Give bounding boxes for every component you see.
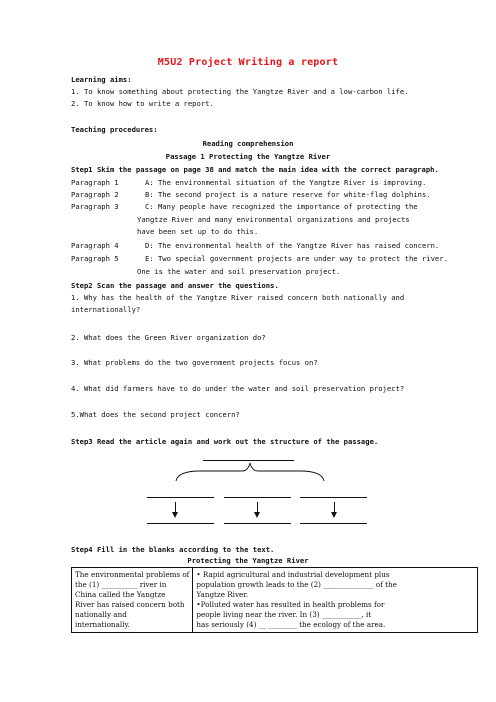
- paragraph-3-label: Paragraph 3: [71, 202, 119, 211]
- right-cell-line: population growth leads to the (2) ______________ of the: [196, 580, 397, 589]
- question-1-line2: internationally?: [71, 305, 141, 314]
- paragraph-5-label: Paragraph 5: [71, 254, 119, 263]
- structure-brace: [170, 461, 330, 483]
- passage-heading: Passage 1 Protecting the Yangtze River: [165, 152, 331, 161]
- paragraph-1-label: Paragraph 1: [71, 178, 119, 187]
- arrow-down-icon: [331, 512, 337, 518]
- table-row: [72, 568, 478, 633]
- question-3: 3. What problems do the two government projects focus on?: [71, 358, 318, 367]
- paragraph-4-label: Paragraph 4: [71, 241, 119, 250]
- learning-aim-2: 2. To know how to write a report.: [71, 99, 214, 108]
- table-cell-right: [193, 568, 478, 633]
- structure-blank-4: [147, 523, 214, 524]
- step1-heading: Step1 Skim the passage on page 38 and match the main idea with the correct paragraph.: [71, 165, 439, 174]
- step3-heading: Step3 Read the article again and work out the structure of the passage.: [71, 437, 379, 446]
- question-1-line1: 1. Why has the health of the Yangtze River raised concern both nationally and: [71, 293, 405, 302]
- right-cell-line: •Polluted water has resulted in health problems for: [196, 600, 385, 609]
- question-5: 5.What does the second project concern?: [71, 410, 240, 419]
- left-cell-line: internationally.: [75, 620, 130, 629]
- table-title: Protecting the Yangtze River: [187, 556, 309, 565]
- question-4: 4. What did farmers have to do under the water and soil preservation project?: [71, 384, 405, 393]
- paragraph-2-label: Paragraph 2: [71, 190, 119, 199]
- right-cell-line: people living near the river. In (3) ___________, it: [196, 610, 372, 619]
- main-idea-c-line1: C: Many people have recognized the importance of protecting the: [145, 202, 418, 211]
- left-cell-line: the (1) __________ river in: [75, 580, 167, 589]
- right-cell-line: • Rapid agricultural and industrial development plus: [196, 570, 390, 579]
- structure-blank-3: [300, 497, 367, 498]
- left-cell-line: China called the Yangtze: [75, 590, 166, 599]
- step4-heading: Step4 Fill in the blanks according to the text.: [71, 545, 275, 554]
- left-cell-line: The environmental problems of: [75, 570, 190, 579]
- main-idea-d: D: The environmental health of the Yangtze River has raised concern.: [145, 241, 440, 250]
- structure-arrow-2: [257, 502, 258, 512]
- main-idea-c-line2: Yangtze River and many environmental organizations and projects: [137, 215, 410, 224]
- main-idea-c-line3: have been set up to do this.: [137, 227, 259, 236]
- section-heading: Reading comprehension: [202, 139, 294, 148]
- structure-blank-1: [147, 497, 214, 498]
- right-cell-line: has seriously (4) __ ________ the ecology of the area.: [196, 620, 386, 629]
- main-idea-e-line1: E: Two special government projects are under way to protect the river.: [145, 254, 448, 263]
- fill-in-table: [71, 567, 478, 633]
- arrow-down-icon: [172, 512, 178, 518]
- right-cell-line: Yangtze River.: [196, 590, 249, 599]
- page-title: M5U2 Project Writing a report: [157, 57, 339, 68]
- learning-aims-heading: Learning aims:: [71, 75, 132, 84]
- main-idea-b: B: The second project is a nature reserve for white-flag dolphins.: [145, 190, 431, 199]
- learning-aim-1: 1. To know something about protecting the Yangtze River and a low-carbon life.: [71, 87, 409, 96]
- structure-blank-2: [224, 497, 291, 498]
- question-2: 2. What does the Green River organization do?: [71, 333, 266, 342]
- teaching-procedures-heading: Teaching procedures:: [71, 125, 158, 134]
- main-idea-e-line2: One is the water and soil preservation project.: [137, 267, 341, 276]
- arrow-down-icon: [254, 512, 260, 518]
- structure-arrow-1: [175, 502, 176, 512]
- step2-heading: Step2 Scan the passage and answer the questions.: [71, 281, 279, 290]
- left-cell-line: nationally and: [75, 610, 127, 619]
- structure-blank-5: [224, 523, 291, 524]
- main-idea-a: A: The environmental situation of the Yangtze River is improving.: [145, 178, 427, 187]
- structure-arrow-3: [334, 502, 335, 512]
- left-cell-line: River has raised concern both: [75, 600, 185, 609]
- table-cell-left: [72, 568, 193, 633]
- structure-blank-6: [300, 523, 367, 524]
